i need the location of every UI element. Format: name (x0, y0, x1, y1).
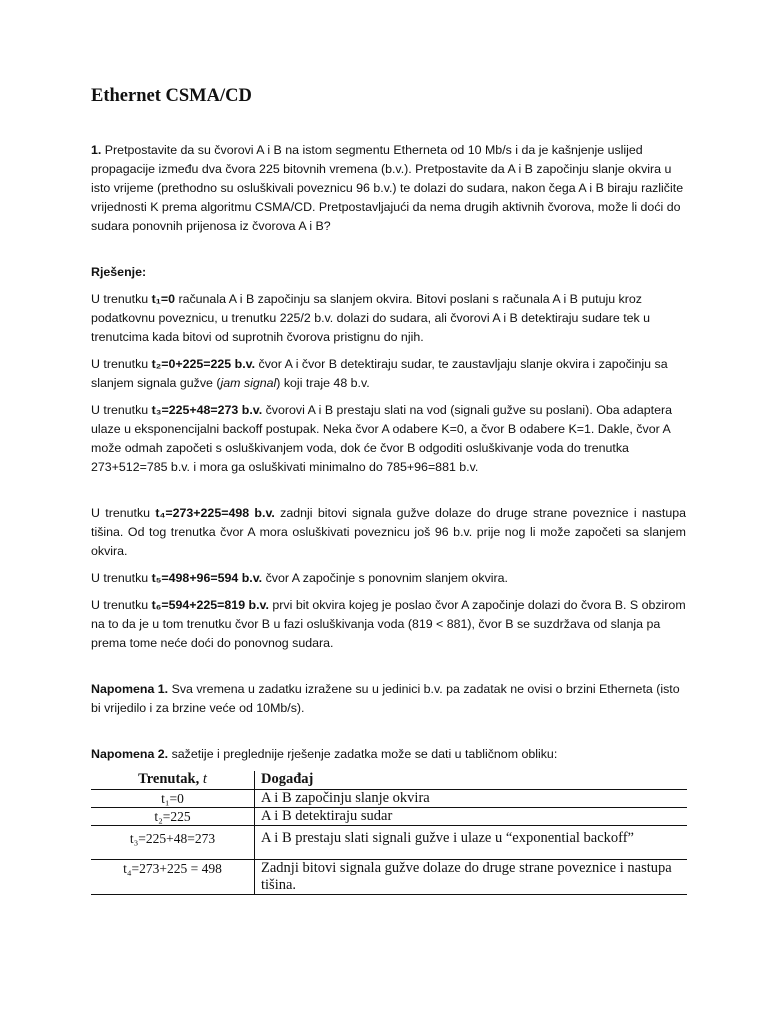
table-cell-time: t₁=0 (91, 790, 255, 808)
table-cell-time: t₂=225 (91, 808, 255, 826)
table-cell-event: A i B započinju slanje okvira (255, 790, 688, 808)
table-cell-event: Zadnji bitovi signala gužve dolaze do druge strane poveznice i nastupa tišina. (255, 860, 688, 895)
solution-paragraph-4: U trenutku t₄=273+225=498 b.v. zadnji bitovi signala gužve dolaze do druge strane poveznice i nastupa tišina. Od tog trenutka čvor A mora osluškivati poveznicu još 96 b.v. prije nog li može započeti sa slanjem okvira. (91, 506, 686, 558)
table-cell-event: A i B detektiraju sudar (255, 808, 688, 826)
document-page (91, 84, 686, 895)
table-cell-event: A i B prestaju slati signali gužve i ulaze u “exponential backoff” (255, 826, 688, 860)
table-row (91, 826, 687, 860)
document-title: Ethernet CSMA/CD (91, 86, 252, 106)
table-row (91, 808, 687, 826)
problem-number: 1. (91, 143, 102, 157)
solution-paragraph-5: U trenutku t₅=498+96=594 b.v. čvor A započinje s ponovnim slanjem okvira. (91, 571, 508, 585)
solution-heading: Rješenje: (91, 265, 147, 279)
problem-text: Pretpostavite da su čvorovi A i B na istom segmentu Etherneta od 10 Mb/s i da je kašnjenje uslijed propagacije između dva čvora 225 bitovnih vremena (b.v.). Pretpostavite da A i B započinju slanje okvira u isto vrijeme (prethodno su osluškivali poveznicu 96 b.v.) te dolazi do sudara, nakon čega A i B biraju različite vrijednosti K prema algoritmu CSMA/CD. Pretpostavljajući da nema drugih aktivnih čvorova, može li doći do sudara ponovnih prijenosa iz čvorova A i B? (91, 143, 684, 233)
table-cell-time: t₄=273+225 = 498 (91, 860, 255, 895)
table-header-time: Trenutak, t (91, 771, 255, 790)
table-row (91, 860, 687, 895)
table-cell-time: t₃=225+48=273 (91, 826, 255, 860)
events-table (91, 771, 687, 895)
note-1: Napomena 1. Sva vremena u zadatku izražene su u jedinici b.v. pa zadatak ne ovisi o brzini Etherneta (isto bi vrijedilo i za brzine veće od 10Mb/s). (91, 682, 680, 715)
solution-paragraph-6: U trenutku t₆=594+225=819 b.v. prvi bit okvira kojeg je poslao čvor A započinje dolazi do čvora B. S obzirom na to da je u tom trenutku čvor B u fazi osluškivanja voda (819 < 881), čvor B se suzdržava od slanja pa prema tome neće doći do ponovnog sudara. (91, 598, 686, 650)
problem-statement (91, 141, 686, 236)
table-header-event: Događaj (255, 771, 688, 790)
solution-paragraph-3: U trenutku t₃=225+48=273 b.v. čvorovi A i B prestaju slati na vod (signali gužve su poslani). Oba adaptera ulaze u eksponencijalni backoff postupak. Neka čvor A odabere K=0, a čvor B odabere K=1. Dakle, čvor A može odmah započeti s osluškivanjem voda, dok će čvor B odgoditi osluškivanje voda do trenutka 273+512=785 b.v. i mora ga osluškivati minimalno do 785+96=881 b.v. (91, 403, 672, 474)
table-row (91, 790, 687, 808)
solution-paragraph-2: U trenutku t₂=0+225=225 b.v. čvor A i čvor B detektiraju sudar, te zaustavljaju slanje okvira i započinju sa slanjem signala gužve (jam signal) koji traje 48 b.v. (91, 357, 668, 390)
solution-paragraph-1: U trenutku t₁=0 računala A i B započinju sa slanjem okvira. Bitovi poslani s računala A i B putuju kroz podatkovnu poveznicu, u trenutku 225/2 b.v. dolazi do sudara, ali čvorovi A i B detektiraju sudare tek u trenutcima kada bitovi od suprotnih čvorova pristignu do njih. (91, 292, 651, 344)
note-2: Napomena 2. sažetije i preglednije rješenje zadatka može se dati u tabličnom obliku: (91, 747, 558, 761)
